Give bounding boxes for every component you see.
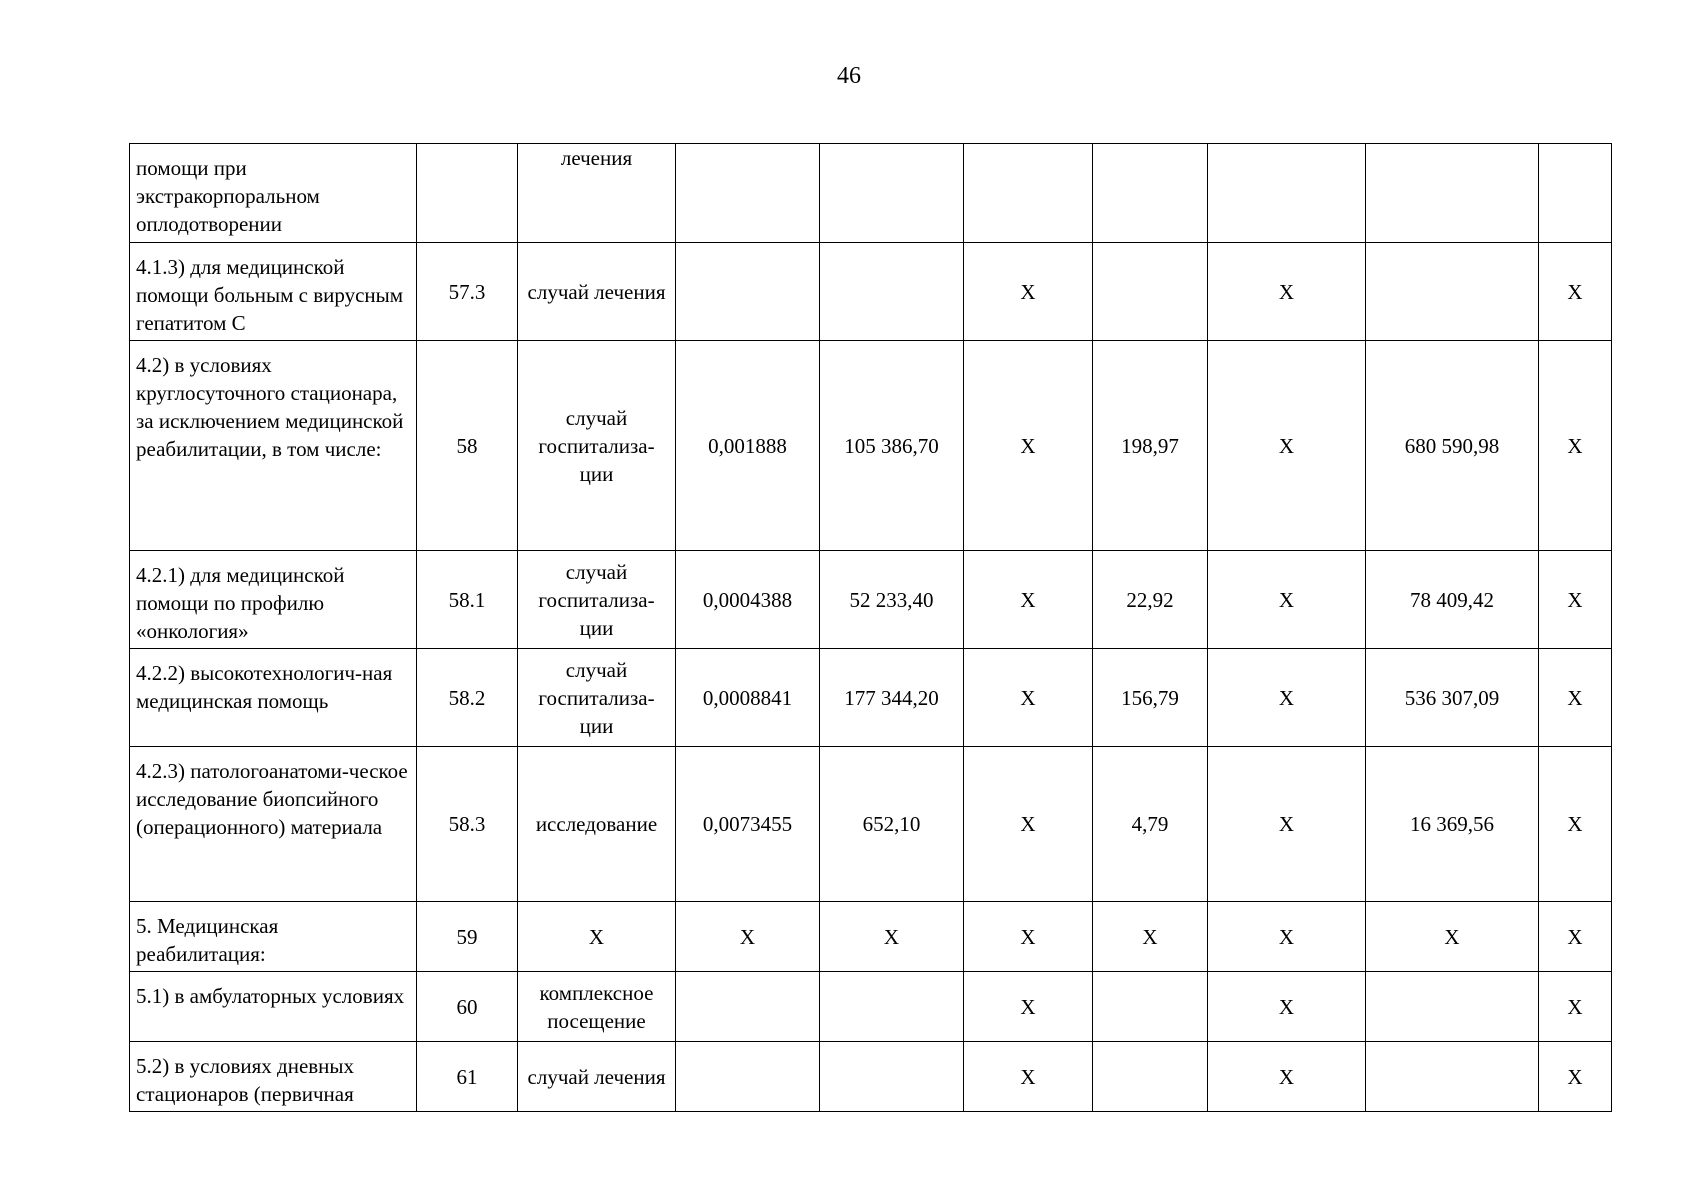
cell: 16 369,56 (1366, 747, 1539, 902)
cell (1093, 144, 1208, 243)
cell (1366, 972, 1539, 1042)
cell (676, 1042, 820, 1112)
row-name: 5.2) в условиях дневных стационаров (первичная (130, 1042, 417, 1112)
cell: 105 386,70 (820, 341, 964, 551)
cell: 0,0004388 (676, 551, 820, 649)
row-unit: случай госпитализа-ции (518, 341, 676, 551)
cell: X (676, 902, 820, 972)
cell: 52 233,40 (820, 551, 964, 649)
row-code: 57.3 (417, 243, 518, 341)
cell (1093, 972, 1208, 1042)
row-name: помощи при экстракорпоральном оплодотворении (130, 144, 417, 243)
row-unit: случай госпитализа-ции (518, 649, 676, 747)
row-name: 4.1.3) для медицинской помощи больным с вирусным гепатитом С (130, 243, 417, 341)
row-unit: комплексное посещение (518, 972, 676, 1042)
cell (1093, 1042, 1208, 1112)
cell: 0,001888 (676, 341, 820, 551)
cell (1208, 144, 1366, 243)
cell: X (1208, 972, 1366, 1042)
cell: X (1539, 243, 1612, 341)
cell (1539, 144, 1612, 243)
cell: X (1208, 341, 1366, 551)
cell (820, 144, 964, 243)
cell: X (964, 649, 1093, 747)
row-unit: случай лечения (518, 1042, 676, 1112)
cell: 0,0008841 (676, 649, 820, 747)
cell (964, 144, 1093, 243)
row-code: 61 (417, 1042, 518, 1112)
row-unit: лечения (518, 144, 676, 243)
row-code: 58 (417, 341, 518, 551)
cell: 78 409,42 (1366, 551, 1539, 649)
table-row (130, 649, 1612, 747)
table-row (130, 144, 1612, 243)
cell (676, 243, 820, 341)
cell: X (1539, 1042, 1612, 1112)
cell (1093, 243, 1208, 341)
table-row (130, 1042, 1612, 1112)
cell: X (964, 341, 1093, 551)
cell: 536 307,09 (1366, 649, 1539, 747)
cell: X (1539, 972, 1612, 1042)
cell (820, 1042, 964, 1112)
cell: 22,92 (1093, 551, 1208, 649)
cell: X (1208, 649, 1366, 747)
cell: X (1366, 902, 1539, 972)
table-row (130, 243, 1612, 341)
row-name: 4.2.3) патологоанатоми-ческое исследование биопсийного (операционного) материала (130, 747, 417, 902)
cell: X (1539, 551, 1612, 649)
cell (1366, 144, 1539, 243)
row-unit: случай госпитализа-ции (518, 551, 676, 649)
cell (676, 144, 820, 243)
cell: X (1208, 551, 1366, 649)
row-code: 58.2 (417, 649, 518, 747)
cell (1366, 1042, 1539, 1112)
cell: X (820, 902, 964, 972)
cell: X (1093, 902, 1208, 972)
cell: 0,0073455 (676, 747, 820, 902)
cell: 198,97 (1093, 341, 1208, 551)
cell: 680 590,98 (1366, 341, 1539, 551)
cell: X (964, 747, 1093, 902)
table-row (130, 902, 1612, 972)
row-name: 5.1) в амбулаторных условиях (130, 972, 417, 1042)
cell: X (964, 1042, 1093, 1112)
cell: X (964, 551, 1093, 649)
cell: X (1539, 341, 1612, 551)
row-unit: X (518, 902, 676, 972)
table-row (130, 972, 1612, 1042)
cell: 177 344,20 (820, 649, 964, 747)
cell: X (1208, 243, 1366, 341)
row-name: 4.2.1) для медицинской помощи по профилю «онкология» (130, 551, 417, 649)
cell: X (1208, 747, 1366, 902)
cell: X (1208, 902, 1366, 972)
row-code: 58.3 (417, 747, 518, 902)
row-code (417, 144, 518, 243)
cell: X (1208, 1042, 1366, 1112)
row-name: 4.2) в условиях круглосуточного стационара, за исключением медицинской реабилитации, в том числе: (130, 341, 417, 551)
row-unit: исследование (518, 747, 676, 902)
cell: X (1539, 902, 1612, 972)
cell: 652,10 (820, 747, 964, 902)
row-code: 60 (417, 972, 518, 1042)
row-code: 58.1 (417, 551, 518, 649)
cell (820, 243, 964, 341)
cell (820, 972, 964, 1042)
row-name: 4.2.2) высокотехнологич-ная медицинская помощь (130, 649, 417, 747)
row-unit: случай лечения (518, 243, 676, 341)
cell: X (964, 972, 1093, 1042)
cell: 156,79 (1093, 649, 1208, 747)
cell: X (964, 243, 1093, 341)
cell: X (964, 902, 1093, 972)
cell: X (1539, 649, 1612, 747)
cell: 4,79 (1093, 747, 1208, 902)
table-row (130, 747, 1612, 902)
cell (676, 972, 820, 1042)
cell: X (1539, 747, 1612, 902)
cell (1366, 243, 1539, 341)
table-row (130, 341, 1612, 551)
table-row (130, 551, 1612, 649)
page-number: 46 (837, 63, 861, 89)
row-name: 5. Медицинская реабилитация: (130, 902, 417, 972)
row-code: 59 (417, 902, 518, 972)
data-table (129, 143, 1612, 1112)
